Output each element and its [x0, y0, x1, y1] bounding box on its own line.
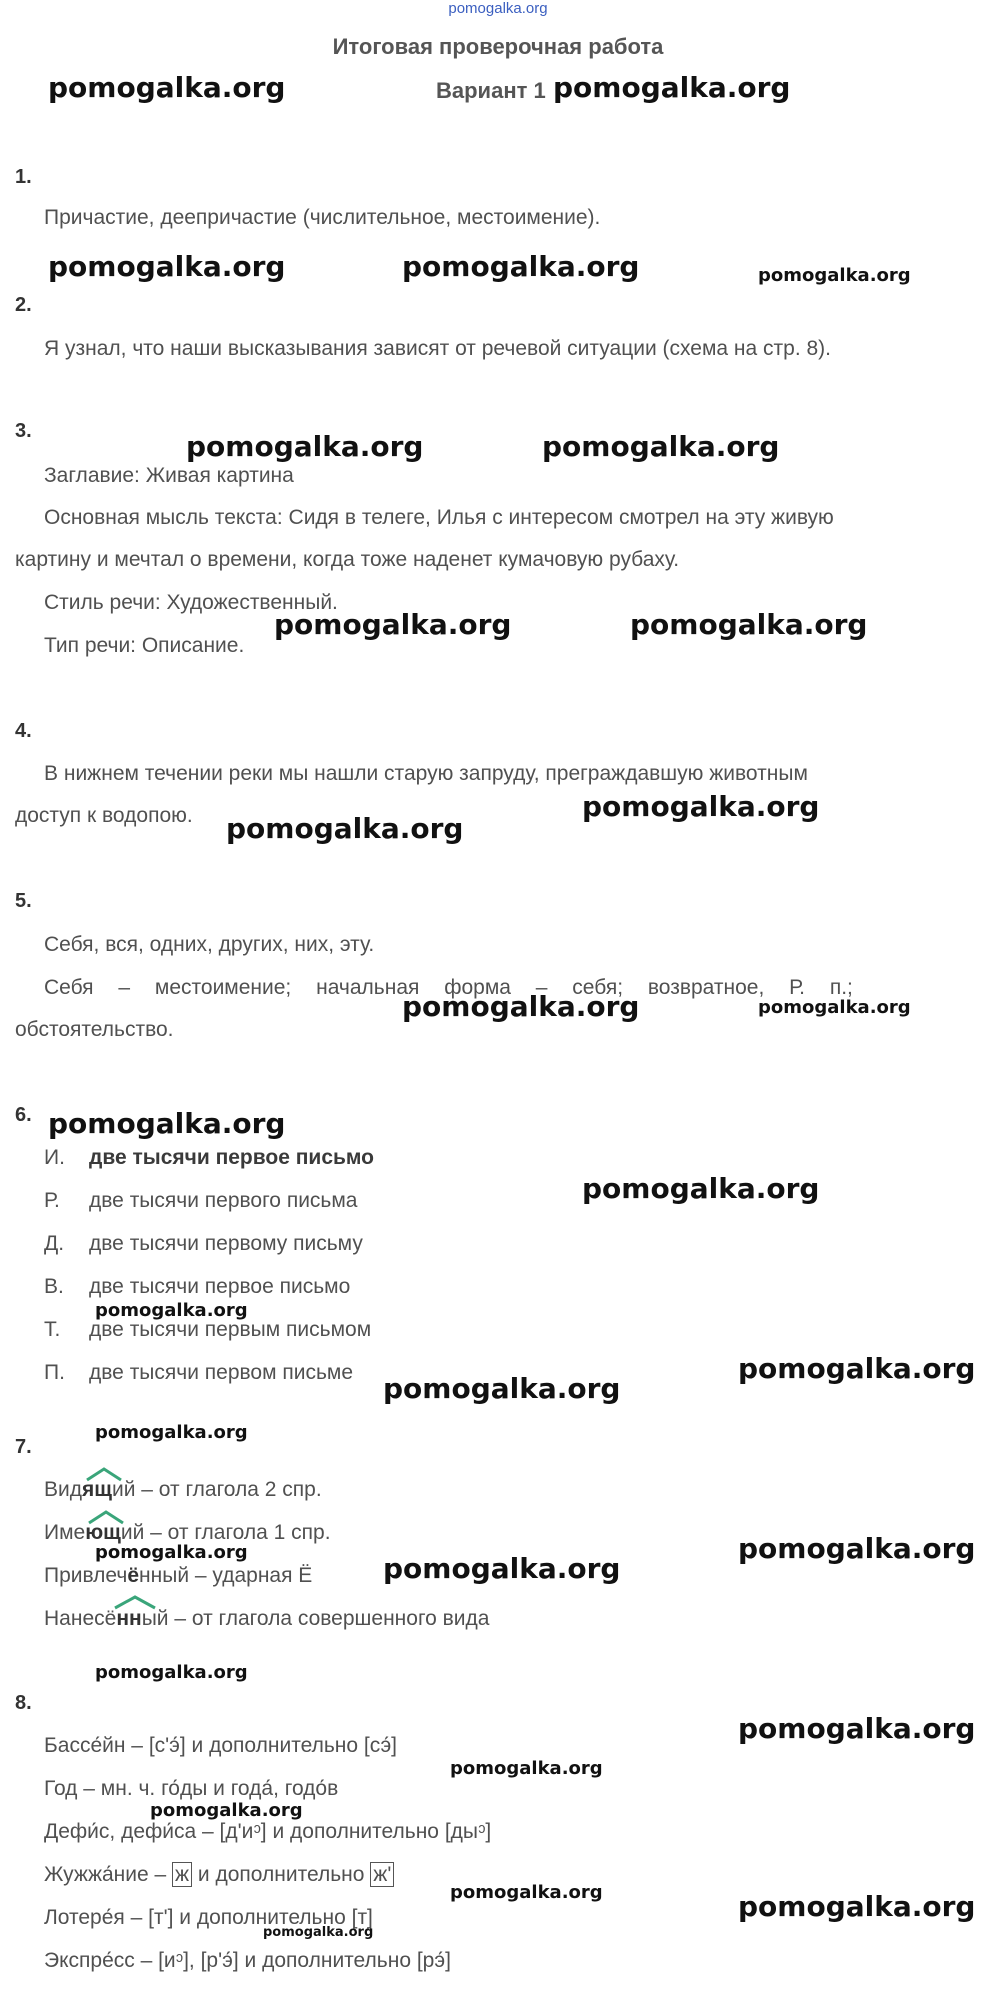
case-row: [44, 1275, 350, 1299]
page-title: Итоговая проверочная работа: [332, 34, 664, 59]
phonetic-row: Дефи́с, дефи́са – [д'иᵓ] и дополнительно [дыᵓ]: [44, 1820, 492, 1843]
explanation: ый – от глагола совершенного вида: [141, 1607, 490, 1630]
suffix: ющ: [85, 1521, 121, 1544]
watermark: pomogalka.org: [450, 1882, 603, 1903]
case-row: [44, 1361, 353, 1385]
watermark: pomogalka.org: [186, 430, 424, 463]
case-row: [44, 1232, 363, 1256]
explanation: нный – ударная Ё: [139, 1564, 313, 1587]
suffix: ящ: [82, 1478, 112, 1501]
question-6-number: 6.: [15, 1104, 32, 1126]
watermark: pomogalka.org: [150, 1800, 303, 1821]
case-row: [44, 1318, 371, 1342]
watermark: pomogalka.org: [738, 1890, 976, 1923]
suffix: ё: [127, 1564, 140, 1587]
question-5-line-2: Себя – местоимение; начальная форма – себя; возвратное, Р. п.;: [44, 976, 853, 999]
phonetic-word: Жужжа́ние –: [44, 1863, 173, 1886]
question-3-main-idea-1: Основная мысль текста: Сидя в телеге, Илья с интересом смотрел на эту живую: [44, 506, 834, 529]
case-row: [44, 1189, 357, 1213]
boxed-sound: ж': [370, 1862, 394, 1887]
watermark: pomogalka.org: [95, 1662, 248, 1683]
question-1-text: Причастие, деепричастие (числительное, местоимение).: [44, 206, 601, 229]
question-3-style: Стиль речи: Художественный.: [44, 591, 338, 614]
case-text: две тысячи первое письмо: [89, 1146, 374, 1169]
watermark: pomogalka.org: [95, 1300, 248, 1321]
phonetic-row: [44, 1863, 394, 1887]
question-5-line-3: обстоятельство.: [15, 1018, 174, 1041]
question-3-type: Тип речи: Описание.: [44, 634, 245, 657]
suffix: нн: [116, 1607, 142, 1630]
case-letter: П.: [44, 1361, 65, 1384]
case-letter: Р.: [44, 1189, 60, 1212]
phonetic-row: Бассе́йн – [с'э́] и дополнительно [сэ́]: [44, 1734, 398, 1757]
phonetic-row: Лотере́я – [т'] и дополнительно [т]: [44, 1906, 373, 1929]
question-4-line-1: В нижнем течении реки мы нашли старую запруду, преграждавшую животным: [44, 762, 808, 785]
case-letter: Т.: [44, 1318, 61, 1341]
case-text: две тысячи первому письму: [89, 1232, 363, 1255]
phonetic-mid: и дополнительно: [192, 1863, 371, 1886]
watermark: pomogalka.org: [738, 1532, 976, 1565]
case-text: две тысячи первым письмом: [89, 1318, 372, 1341]
question-8-number: 8.: [15, 1692, 32, 1714]
question-2-number: 2.: [15, 294, 32, 316]
question-3-number: 3.: [15, 420, 32, 442]
case-row: [44, 1146, 374, 1170]
watermark: pomogalka.org: [274, 608, 512, 641]
phonetic-row: Год – мн. ч. го́ды и года́, годо́в: [44, 1777, 339, 1800]
watermark: pomogalka.org: [758, 265, 911, 286]
question-2-text: Я узнал, что наши высказывания зависят от речевой ситуации (схема на стр. 8).: [44, 337, 832, 360]
explanation: ий – от глагола 2 спр.: [111, 1478, 322, 1501]
word-stem: Нанесё: [44, 1607, 117, 1630]
case-letter: Д.: [44, 1232, 65, 1255]
case-text: две тысячи первого письма: [89, 1189, 358, 1212]
word-stem: Име: [44, 1521, 86, 1544]
variant-label: Вариант 1: [436, 78, 546, 103]
case-text: две тысячи первое письмо: [89, 1275, 351, 1298]
participle-row: [44, 1607, 489, 1631]
case-letter: В.: [44, 1275, 64, 1298]
question-1-number: 1.: [15, 166, 32, 188]
question-5-line-1: Себя, вся, одних, других, них, эту.: [44, 933, 375, 956]
watermark: pomogalka.org: [738, 1352, 976, 1385]
site-mark: pomogalka.org: [448, 0, 548, 17]
watermark: pomogalka.org: [95, 1542, 248, 1563]
watermark: pomogalka.org: [95, 1422, 248, 1443]
watermark: pomogalka.org: [738, 1712, 976, 1745]
question-3-main-idea-2: картину и мечтал о времени, когда тоже наденет кумачовую рубаху.: [15, 548, 680, 571]
watermark: pomogalka.org: [553, 71, 791, 104]
watermark: pomogalka.org: [542, 430, 780, 463]
watermark: pomogalka.org: [48, 71, 286, 104]
question-4-line-2: доступ к водопою.: [15, 804, 193, 827]
watermark: pomogalka.org: [226, 812, 464, 845]
suffix-arc-icon: [112, 1594, 158, 1610]
watermark: pomogalka.org: [48, 250, 286, 283]
watermark: pomogalka.org: [582, 790, 820, 823]
watermark: pomogalka.org: [263, 1925, 374, 1940]
question-7-number: 7.: [15, 1436, 32, 1458]
watermark: pomogalka.org: [582, 1172, 820, 1205]
watermark: pomogalka.org: [383, 1372, 621, 1405]
suffix-arc-icon: [84, 1466, 124, 1482]
case-text: две тысячи первом письме: [89, 1361, 354, 1384]
watermark: pomogalka.org: [383, 1552, 621, 1585]
watermark: pomogalka.org: [630, 608, 868, 641]
question-4-number: 4.: [15, 720, 32, 742]
explanation: ий – от глагола 1 спр.: [120, 1521, 331, 1544]
question-3-title: Заглавие: Живая картина: [44, 464, 294, 487]
watermark: pomogalka.org: [402, 250, 640, 283]
participle-row: [44, 1564, 312, 1588]
watermark: pomogalka.org: [758, 997, 911, 1018]
boxed-sound: ж: [172, 1862, 192, 1887]
suffix-arc-icon: [86, 1509, 126, 1525]
watermark: pomogalka.org: [450, 1758, 603, 1779]
phonetic-row: Экспре́сс – [иᵓ], [р'э́] и дополнительно [рэ́]: [44, 1949, 451, 1972]
watermark: pomogalka.org: [402, 990, 640, 1023]
word-stem: Привлеч: [44, 1564, 128, 1587]
question-5-number: 5.: [15, 890, 32, 912]
case-letter: И.: [44, 1146, 65, 1169]
word-stem: Вид: [44, 1478, 82, 1501]
watermark: pomogalka.org: [48, 1107, 286, 1140]
